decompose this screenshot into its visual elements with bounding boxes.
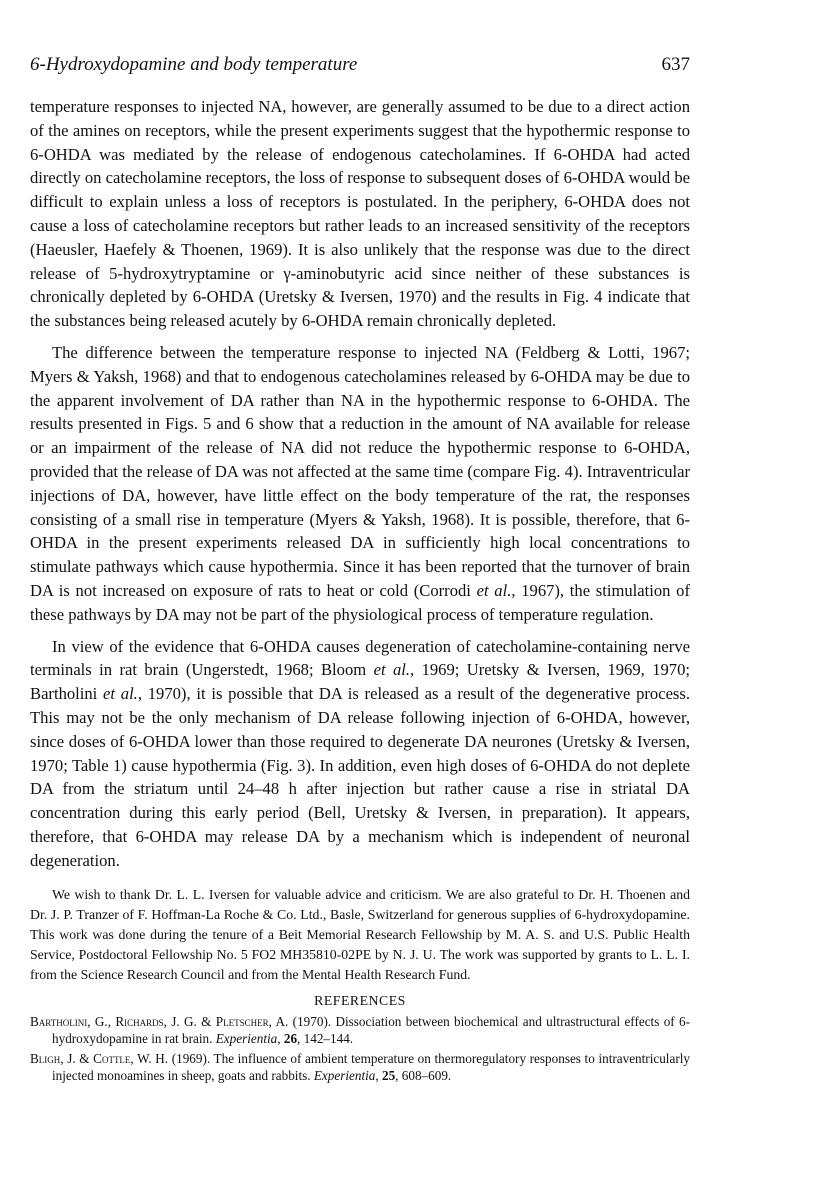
- reference-journal: Experientia: [215, 1031, 278, 1046]
- paragraph-3-text-a: In view of the evidence that 6-OHDA causes degeneration of catecholamine-containing nerve terminals in rat brain (Ungerstedt, 1968; Bloom: [30, 636, 690, 680]
- running-title: 6-Hydroxydopamine and body temperature: [30, 54, 358, 75]
- reference-text: (1969). The influence of ambient temperature on thermoregulatory responses to intraventricularly injected monoamines in sheep, goats and rabbits.: [52, 1050, 690, 1083]
- reference-pages: , 608–609.: [395, 1068, 452, 1083]
- acknowledgement: We wish to thank Dr. L. L. Iversen for valuable advice and criticism. We are also grateful to Dr. H. Thoenen and Dr. J. P. Tranzer of F. Hoffman-La Roche & Co. Ltd., Basle, Switzerland for generous supplies of 6-hydroxydopamine. This work was done during the tenure of a Beit Memorial Research Fellowship by M. A. S. and U.S. Public Health Service, Postdoctoral Fellowship No. 5 FO2 MH35810-02PE by N. J. U. The work was supported by grants to L. L. I. from the Science Research Council and from the Mental Health Research Fund.: [30, 886, 690, 982]
- paragraph-2-text-a: The difference between the temperature response to injected NA (Feldberg & Lotti, 1967; Myers & Yaksh, 1968) and that to endogenous catecholamines released by 6-OHDA may be due to the apparent involvement of DA rather than NA in the hypothermic response to 6-OHDA. The results presented in Figs. 5 and 6 show that a reduction in the amount of NA available for release or an impairment of the release of NA did not reduce the hypothermic response to 6-OHDA, provided that the release of DA was not affected at the same time (compare Fig. 4). Intraventricular injections of DA, however, have little effect on the body temperature of the rat, the responses consisting of a small rise in temperature (Myers & Yaksh, 1968). It is possible, therefore, that 6-OHDA in the present experiments released DA in sufficiently high local concentrations to stimulate pathways which cause hypothermia. Since it has been reported that the turnover of brain DA is not increased on exposure of rats to heat or cold (Corrodi: [30, 342, 690, 600]
- body-text: [30, 95, 690, 1087]
- reference-authors: Bligh, J. & Cottle, W. H.: [30, 1050, 169, 1066]
- reference-volume: 26: [283, 1031, 298, 1046]
- paragraph-2: [30, 341, 690, 627]
- page-header: [30, 54, 690, 78]
- et-al: et al.: [373, 660, 411, 680]
- paragraph-3-text-b: , 1969; Uretsky & Iversen, 1969, 1970; Bartholini: [30, 660, 690, 704]
- et-al: et al.: [103, 684, 138, 704]
- reference-item: Bligh, J. & Cottle, W. H. (1969). The influence of ambient temperature on thermoregulatory responses to intraventricularly injected monoamines in sheep, goats and rabbits. Experientia, 25, 608–609.: [30, 1050, 690, 1083]
- paragraph-3: [30, 635, 690, 873]
- paragraph-1: temperature responses to injected NA, however, are generally assumed to be due to a direct action of the amines on receptors, while the present experiments suggest that the hypothermic response to 6-OHDA was mediated by the release of endogenous catecholamines. If 6-OHDA had acted directly on catecholamine receptors, the loss of response to subsequent doses of 6-OHDA would be difficult to explain unless a loss of receptors is postulated. In the periphery, 6-OHDA does not cause a loss of catecholamine receptors but rather leads to an increased sensitivity of the receptors (Haeusler, Haefely & Thoenen, 1969). It is also unlikely that the response was due to the direct release of 5-hydroxytryptamine or γ-aminobutyric acid since neither of these substances is chronically depleted by 6-OHDA (Uretsky & Iversen, 1970) and the results in Fig. 4 indicate that the substances being released acutely by 6-OHDA remain chronically depleted.: [30, 97, 690, 331]
- references-heading: REFERENCES: [314, 992, 406, 1008]
- reference-authors: Bartholini, G., Richards, J. G. & Pletscher, A.: [30, 1013, 289, 1029]
- paragraph-2-text-b: , 1967), the stimulation of these pathways by DA may not be part of the physiological process of temperature regulation.: [30, 580, 690, 624]
- page-number: 637: [661, 54, 690, 75]
- reference-text: (1970). Dissociation between biochemical and ultrastructural effects of 6-hydroxydopamine in rat brain.: [52, 1013, 690, 1046]
- reference-journal: Experientia: [313, 1068, 376, 1083]
- paragraph-3-text-c: , 1970), it is possible that DA is released as a result of the degenerative process. This may not be the only mechanism of DA release following injection of 6-OHDA, however, since doses of 6-OHDA lower than those required to degenerate DA neurones (Uretsky & Iversen, 1970; Table 1) cause hypothermia (Fig. 3). In addition, even high doses of 6-OHDA do not deplete DA from the striatum until 24–48 h after injection but rather cause a rise in striatal DA concentration during this early period (Bell, Uretsky & Iversen, in preparation). It appears, therefore, that 6-OHDA may release DA by a mechanism which is independent of neuronal degeneration.: [30, 684, 690, 870]
- reference-pages: , 142–144.: [297, 1031, 354, 1046]
- et-al: et al.: [476, 580, 512, 600]
- reference-volume: 25: [381, 1068, 396, 1083]
- reference-item: Bartholini, G., Richards, J. G. & Pletscher, A. (1970). Dissociation between biochemical and ultrastructural effects of 6-hydroxydopamine in rat brain. Experientia, 26, 142–144.: [30, 1013, 690, 1046]
